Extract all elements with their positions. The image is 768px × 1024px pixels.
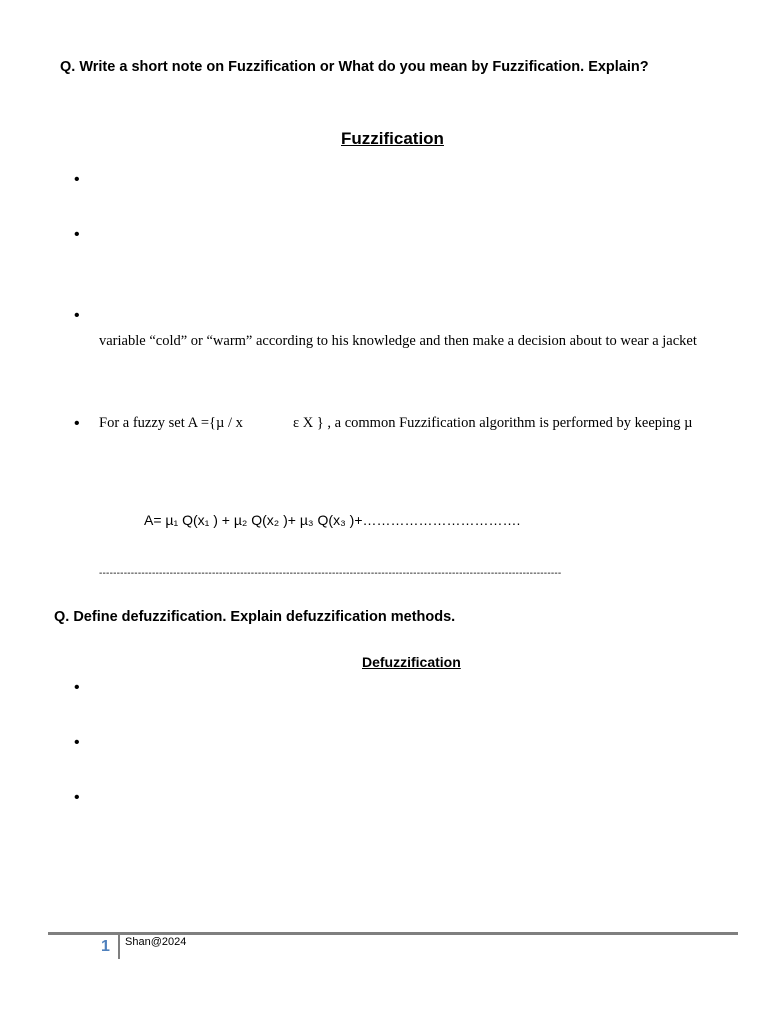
heading-defuzzification: Defuzzification [362,654,461,670]
heading-fuzzification: Fuzzification [341,129,444,148]
bullet-6: • [74,734,80,751]
page-number: 1 [101,938,110,955]
question-2: Q. Define defuzzification. Explain defuzzification methods. [54,609,456,625]
bullet-4-text-a: For a fuzzy set A ={µ / x [99,415,243,431]
bullet-1: • [74,171,80,188]
footer-divider [118,935,120,959]
formula: A= µ₁ Q(x₁ ) + µ₂ Q(x₂ )+ µ₃ Q(x₃ )+……………………………. [144,512,521,528]
bullet-2: • [74,226,80,243]
bullet-3-text: variable “cold” or “warm” according to his knowledge and then make a decision about to wear a jacket [99,333,697,349]
footer-text: Shan@2024 [125,936,187,948]
bullet-7: • [74,789,80,806]
bullet-3: • [74,307,80,324]
bullet-4: • [74,415,80,432]
bullet-5: • [74,679,80,696]
separator: ----------------------------------------------------------------------------------------------------------------------------------- [99,568,562,579]
bullet-4-text-b: ε X } , a common Fuzzification algorithm is performed by keeping µ [293,415,693,431]
question-1: Q. Write a short note on Fuzzification or What do you mean by Fuzzification. Explain? [60,59,649,75]
footer-rule [48,932,738,935]
